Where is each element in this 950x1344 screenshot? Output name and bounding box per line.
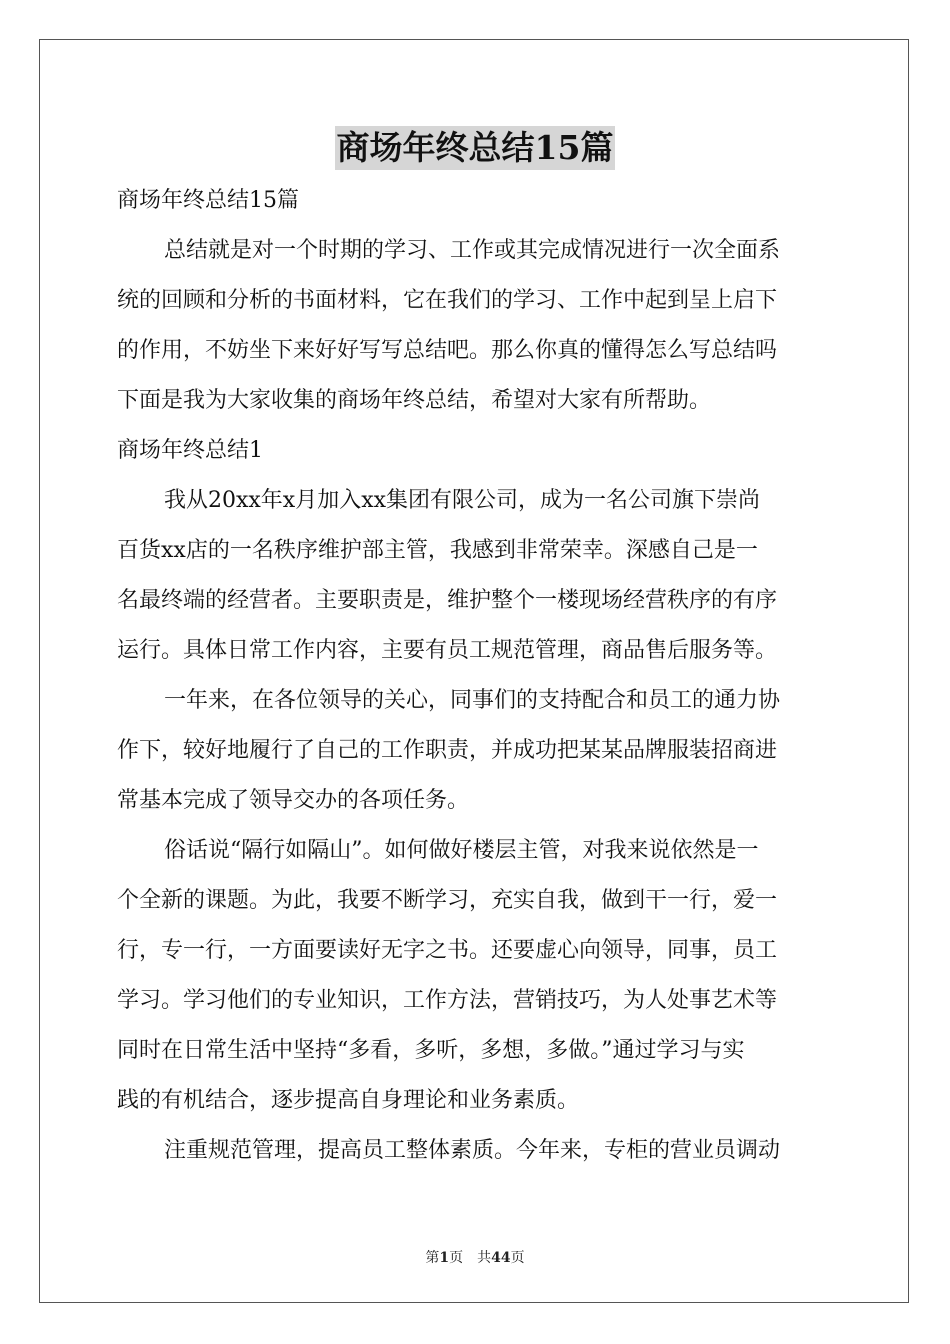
text-line: 总结就是对一个时期的学习、工作或其完成情况进行一次全面系 — [164, 238, 781, 263]
text-line: 我从20xx年x月加入xx集团有限公司，成为一名公司旗下崇尚 — [164, 488, 761, 513]
text-line: 运行。具体日常工作内容，主要有员工规范管理，商品售后服务等。 — [117, 638, 778, 663]
document-title: 商场年终总结15篇 — [335, 126, 616, 170]
footer-page-suffix: 页 — [449, 1250, 464, 1266]
document-body — [117, 176, 837, 1176]
text-line: 行，专一行，一方面要读好无字之书。还要虚心向领导，同事，员工 — [117, 938, 778, 963]
page-footer — [0, 1249, 950, 1267]
text-line: 注重规范管理，提高员工整体素质。今年来，专柜的营业员调动 — [164, 1138, 781, 1163]
text-line: 下面是我为大家收集的商场年终总结，希望对大家有所帮助。 — [117, 388, 712, 413]
text-line: 名最终端的经营者。主要职责是，维护整个一楼现场经营秩序的有序 — [117, 588, 778, 613]
text-line: 百货xx店的一名秩序维护部主管，我感到非常荣幸。深感自己是一 — [117, 538, 758, 563]
footer-page-prefix: 第 — [425, 1250, 440, 1266]
text-line: 商场年终总结1 — [117, 438, 263, 463]
text-line: 作下，较好地履行了自己的工作职责，并成功把某某品牌服装招商进 — [117, 738, 778, 763]
title-container — [0, 126, 950, 170]
footer-total-pages: 44 — [491, 1250, 511, 1266]
text-line: 俗话说“隔行如隔山”。如何做好楼层主管，对我来说依然是一 — [164, 838, 759, 863]
text-line: 一年来，在各位领导的关心，同事们的支持配合和员工的通力协 — [164, 688, 781, 713]
text-line: 商场年终总结15篇 — [117, 188, 299, 213]
text-line: 常基本完成了领导交办的各项任务。 — [117, 788, 470, 813]
footer-total-suffix: 页 — [510, 1250, 525, 1266]
text-line: 同时在日常生活中坚持“多看，多听，多想，多做。”通过学习与实 — [117, 1038, 745, 1063]
text-line: 践的有机结合，逐步提高自身理论和业务素质。 — [117, 1088, 580, 1113]
text-line: 的作用，不妨坐下来好好写写总结吧。那么你真的懂得怎么写总结吗 — [117, 338, 778, 363]
footer-page-number: 1 — [439, 1250, 450, 1266]
text-line: 个全新的课题。为此，我要不断学习，充实自我，做到干一行，爱一 — [117, 888, 778, 913]
footer-total-prefix: 共 — [477, 1250, 492, 1266]
text-line: 统的回顾和分析的书面材料，它在我们的学习、工作中起到呈上启下 — [117, 288, 778, 313]
text-line: 学习。学习他们的专业知识，工作方法，营销技巧，为人处事艺术等 — [117, 988, 778, 1013]
